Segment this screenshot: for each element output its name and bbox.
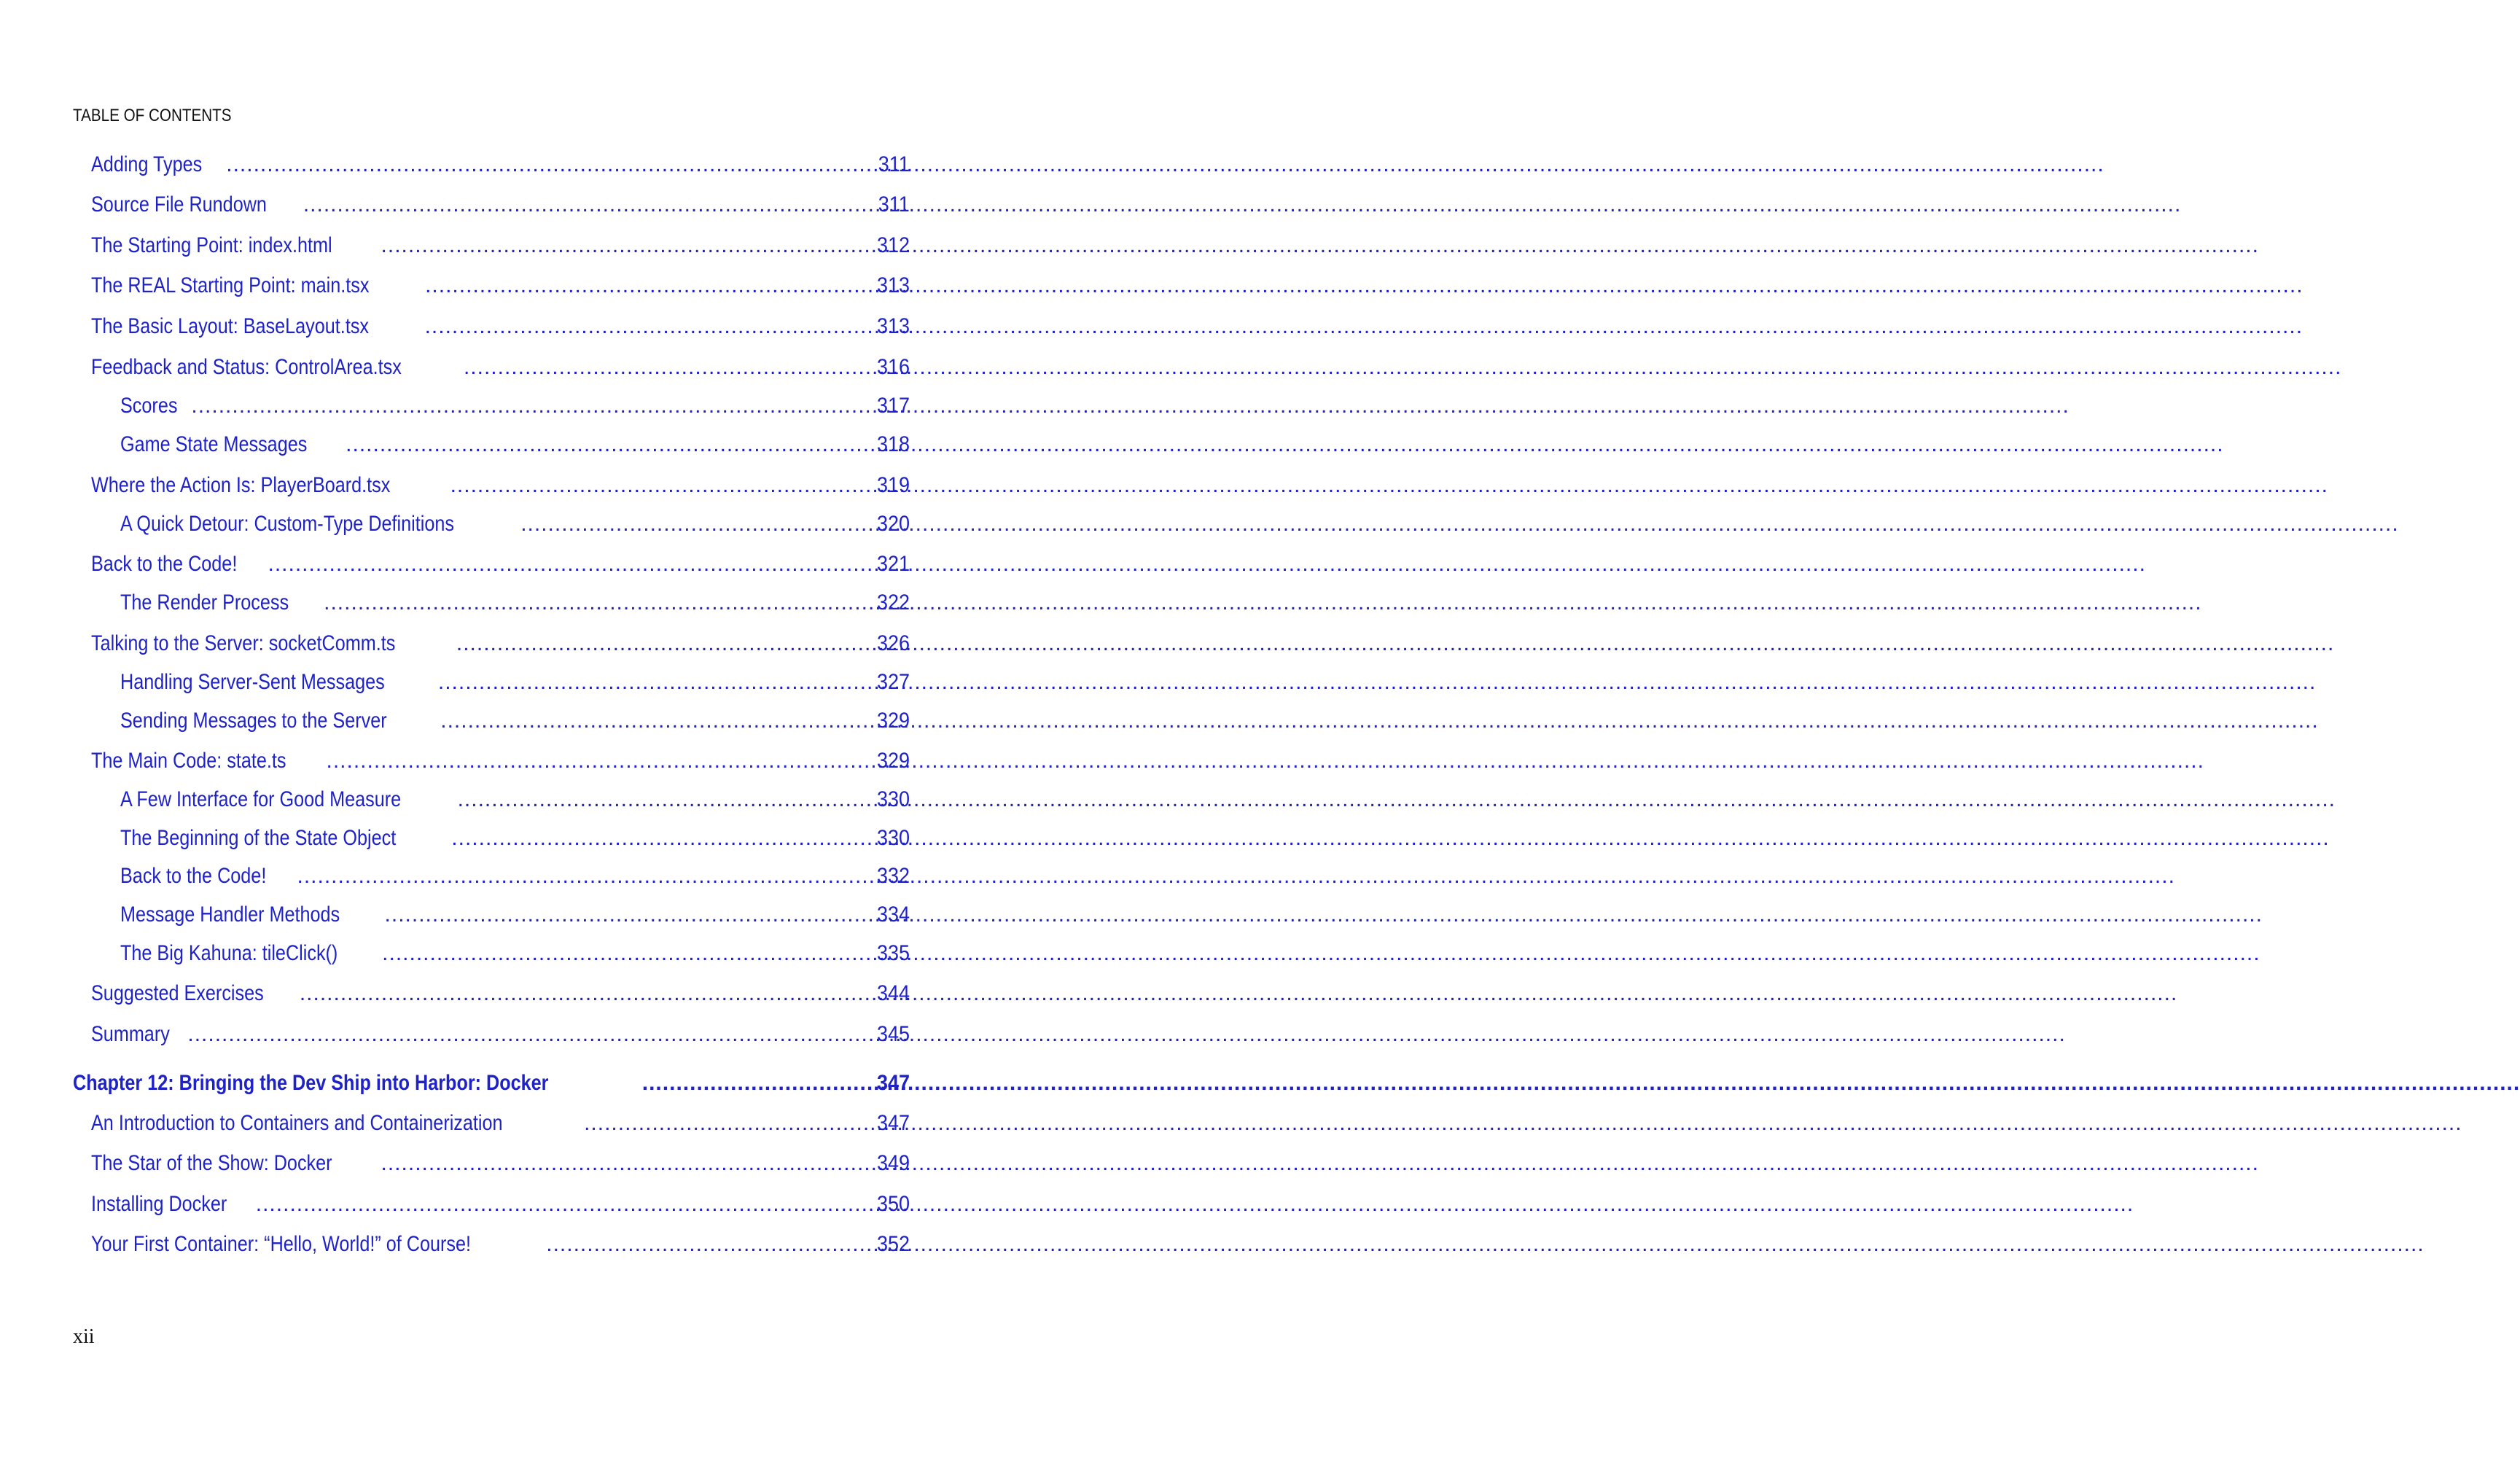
toc-entry[interactable] (91, 271, 910, 300)
toc-entry-page: 313 (876, 314, 910, 338)
toc-entry-page: 311 (878, 152, 910, 176)
toc-entry-page: 345 (876, 1022, 910, 1046)
toc-entry[interactable] (120, 824, 910, 853)
running-header: TABLE OF CONTENTS (73, 106, 232, 125)
toc-entry[interactable] (120, 510, 910, 539)
toc-entry[interactable] (120, 391, 910, 421)
toc-entry-title: A Quick Detour: Custom-Type Definitions (120, 512, 454, 536)
toc-entry-title: Installing Docker (91, 1192, 227, 1216)
toc-entry-title: Game State Messages (120, 432, 308, 456)
toc-entry[interactable] (91, 550, 910, 579)
toc-entry-page: 330 (876, 826, 910, 850)
toc-entry-page: 344 (876, 981, 910, 1005)
dot-leader (226, 150, 873, 179)
dot-leader (297, 862, 871, 891)
toc-entry[interactable] (120, 706, 910, 736)
toc-entry-title: The Star of the Show: Docker (91, 1151, 332, 1175)
toc-entry[interactable] (120, 900, 910, 929)
toc-entry[interactable] (91, 1020, 910, 1049)
toc-entry-title: A Few Interface for Good Measure (120, 787, 402, 811)
dot-leader (327, 746, 872, 776)
toc-entry[interactable] (91, 190, 910, 219)
table-of-contents (0, 0, 1021, 1458)
toc-entry[interactable] (91, 979, 910, 1008)
dot-leader (642, 1069, 872, 1098)
dot-leader (425, 271, 872, 300)
toc-entry[interactable] (120, 785, 910, 814)
dot-leader (440, 706, 872, 736)
toc-entry[interactable] (120, 588, 910, 617)
toc-entry[interactable] (91, 1149, 910, 1178)
toc-entry-title: The REAL Starting Point: main.tsx (91, 273, 370, 297)
toc-entry[interactable] (91, 312, 910, 341)
dot-leader (584, 1109, 872, 1138)
toc-entry-page: 349 (876, 1151, 910, 1175)
toc-entry[interactable] (120, 668, 910, 697)
toc-entry-title: Summary (91, 1022, 170, 1046)
dot-leader (381, 231, 872, 260)
toc-entry-title: Sending Messages to the Server (120, 709, 387, 733)
toc-entry[interactable] (91, 629, 910, 658)
dot-leader (385, 900, 872, 929)
toc-entry-page: 335 (876, 941, 910, 965)
toc-entry[interactable] (91, 150, 910, 179)
toc-entry-title: The Render Process (120, 590, 289, 615)
dot-leader (191, 391, 872, 421)
toc-entry-page: 316 (876, 355, 910, 379)
toc-entry-title: The Big Kahuna: tileClick() (120, 941, 338, 965)
toc-entry-page: 326 (876, 631, 910, 655)
toc-entry[interactable] (120, 430, 910, 459)
toc-entry[interactable] (91, 231, 910, 260)
toc-entry-title: Talking to the Server: socketComm.ts (91, 631, 396, 655)
dot-leader (303, 190, 873, 219)
dot-leader (546, 1230, 872, 1259)
toc-entry-title: Chapter 12: Bringing the Dev Ship into Harbor: Docker (73, 1071, 549, 1095)
toc-entry-title: Your First Container: “Hello, World!” of Course! (91, 1232, 471, 1256)
toc-entry-title: Back to the Code! (91, 552, 238, 576)
toc-entry-title: Suggested Exercises (91, 981, 264, 1005)
toc-entry-title: Message Handler Methods (120, 903, 340, 927)
toc-entry[interactable] (91, 1230, 910, 1259)
toc-entry-page: 352 (876, 1232, 910, 1256)
dot-leader (300, 979, 872, 1008)
toc-entry-page: 317 (876, 394, 910, 418)
dot-leader (381, 1149, 872, 1178)
toc-entry-page: 322 (876, 590, 910, 615)
toc-entry-title: Handling Server-Sent Messages (120, 670, 385, 694)
toc-entry-page: 334 (876, 903, 910, 927)
toc-entry-page: 347 (876, 1111, 910, 1135)
toc-entry-title: An Introduction to Containers and Containerization (91, 1111, 503, 1135)
toc-entry-page: 313 (876, 273, 910, 297)
toc-entry-page: 350 (876, 1192, 910, 1216)
toc-entry[interactable] (91, 471, 910, 500)
toc-entry[interactable] (120, 939, 910, 968)
toc-entry-title: The Starting Point: index.html (91, 233, 332, 257)
toc-entry[interactable] (120, 862, 910, 891)
toc-entry-title: The Main Code: state.ts (91, 749, 286, 773)
toc-entry-page: 319 (876, 473, 910, 497)
toc-entry-page: 347 (876, 1071, 910, 1095)
dot-leader (268, 550, 871, 579)
toc-entry-title: Adding Types (91, 152, 203, 176)
dot-leader (438, 668, 872, 697)
dot-leader (458, 785, 872, 814)
dot-leader (324, 588, 872, 617)
toc-entry-title: Where the Action Is: PlayerBoard.tsx (91, 473, 391, 497)
toc-entry-page: 320 (876, 512, 910, 536)
toc-entry-page: 321 (876, 552, 910, 576)
dot-leader (256, 1190, 872, 1219)
toc-entry-page: 329 (876, 709, 910, 733)
toc-entry-page: 318 (876, 432, 910, 456)
toc-entry-title: Scores (120, 394, 178, 418)
dot-leader (456, 629, 872, 658)
toc-entry[interactable] (91, 353, 910, 382)
page-number: xii (73, 1325, 95, 1348)
toc-entry-page: 312 (876, 233, 910, 257)
dot-leader (464, 353, 872, 382)
toc-entry-page: 327 (876, 670, 910, 694)
dot-leader (382, 939, 872, 968)
dot-leader (450, 471, 872, 500)
dot-leader (187, 1020, 872, 1049)
toc-entry-page: 329 (876, 749, 910, 773)
toc-entry-title: Feedback and Status: ControlArea.tsx (91, 355, 402, 379)
dot-leader (425, 312, 872, 341)
toc-entry[interactable] (91, 1190, 910, 1219)
toc-entry-title: The Beginning of the State Object (120, 826, 397, 850)
dot-leader (451, 824, 872, 853)
toc-entry-page: 332 (876, 864, 910, 888)
dot-leader (346, 430, 872, 459)
toc-entry[interactable] (91, 746, 910, 776)
dot-leader (520, 510, 872, 539)
toc-entry-title: Source File Rundown (91, 192, 267, 217)
toc-entry[interactable] (91, 1109, 910, 1138)
toc-entry-page: 330 (876, 787, 910, 811)
toc-entry-title: The Basic Layout: BaseLayout.tsx (91, 314, 370, 338)
toc-chapter-entry[interactable] (73, 1069, 910, 1098)
toc-entry-title: Back to the Code! (120, 864, 267, 888)
toc-entry-page: 311 (878, 192, 910, 217)
